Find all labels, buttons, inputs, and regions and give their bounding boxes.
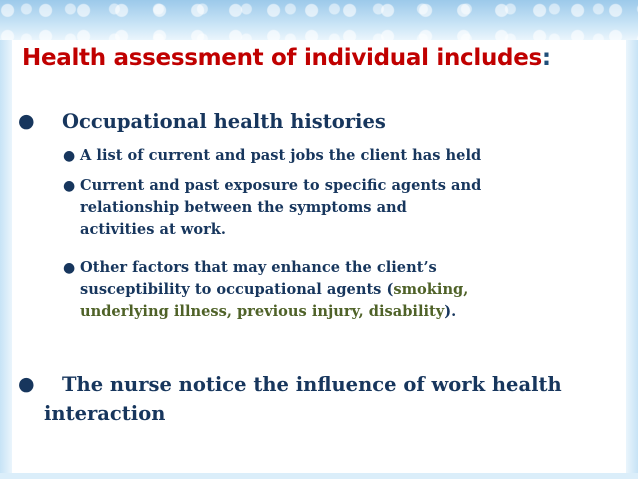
bullet-icon: ● xyxy=(63,178,76,194)
bullet-nurse-notice xyxy=(18,370,618,428)
bullet-text-line2: interaction xyxy=(44,402,166,425)
decorative-bottom-band xyxy=(0,473,638,479)
sub-bullet-text: susceptibility to occupational agents ( xyxy=(80,281,394,298)
decorative-right-band xyxy=(626,40,638,479)
slide-title xyxy=(22,45,551,71)
sub-bullet-exposure xyxy=(63,175,600,241)
sub-bullet-line: activities at work. xyxy=(80,221,226,238)
sub-bullet-jobs xyxy=(63,145,600,167)
sub-bullet-line: Current and past exposure to specific agents and xyxy=(80,177,482,194)
bullet-text-line1: The nurse notice the influence of work health xyxy=(62,373,562,396)
highlight-smoking: smoking, xyxy=(393,281,469,298)
sub-bullet-text: A list of current and past jobs the client has held xyxy=(80,147,482,164)
decorative-left-band xyxy=(0,40,12,479)
bullet-icon: ● xyxy=(63,148,76,164)
sub-bullet-other-factors xyxy=(63,257,600,323)
bullet-icon: ● xyxy=(63,260,76,276)
slide-title-colon: : xyxy=(541,45,551,71)
slide-title-text: Health assessment of individual includes xyxy=(22,45,542,71)
sub-bullet-line xyxy=(80,301,600,323)
sub-bullet-tail: ). xyxy=(444,303,457,320)
highlight-risk-factors: underlying illness, previous injury, disability xyxy=(80,303,445,320)
sub-bullet-line: Other factors that may enhance the client’s xyxy=(80,259,437,276)
bullet-text: Occupational health histories xyxy=(62,110,386,133)
bullet-icon: ● xyxy=(18,110,35,132)
bullet-icon: ● xyxy=(18,373,35,395)
sub-bullet-line xyxy=(80,279,600,301)
decorative-top-band xyxy=(0,0,638,40)
bullet-occupational-histories xyxy=(18,110,386,133)
sub-bullet-line: relationship between the symptoms and xyxy=(80,199,407,216)
